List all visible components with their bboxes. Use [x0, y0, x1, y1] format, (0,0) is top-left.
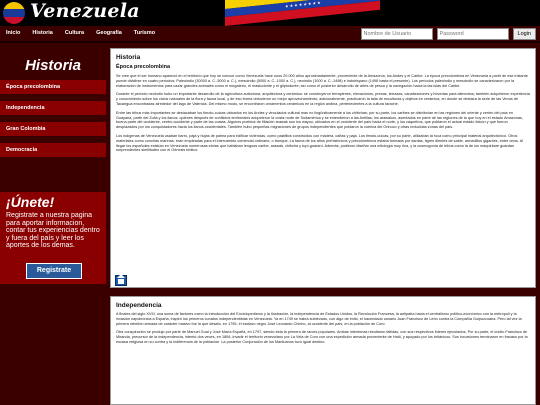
sidebar-item-democracia[interactable]: Democracia	[0, 143, 106, 158]
sidebar-header: Historia	[0, 54, 106, 78]
flag-stars-icon: ★★★★★★★★	[285, 0, 322, 9]
username-input[interactable]	[361, 28, 433, 40]
site-header	[0, 0, 540, 26]
home-icon[interactable]	[115, 275, 127, 286]
nav-divider	[0, 41, 540, 43]
main-nav	[0, 28, 161, 40]
paragraph: Durante el período neoindio hubo un importante desarrollo de la agricultura autóctona, arquitectura y cerámica: se construyeron terraplenes, elevaciones, presas, terrazas, canalizaciones y bóvedas para alimentos; también adquirieron experiencia y conocimiento sobre los ciclos naturales de la flora y fauna local, y de eso forma obtuvieron un mejor aprovechamiento; adicionalmente, practicaron la talla de esculturas y objetos en cerámica, en donde se destaca la serie de las Venus de Tacarigua encontradas alrededor del lago de Valencia. Del mismo modo, se encontraron ornamentos cerámicos en la región andina, pertenecientes a la cultura tarache.	[116, 92, 530, 106]
nav-historia[interactable]: Historia	[32, 30, 53, 36]
sidebar-item-gran-colombia[interactable]: Gran Colombia	[0, 122, 106, 137]
register-title: ¡Únete!	[6, 194, 55, 210]
independencia-panel	[110, 296, 536, 405]
venezuela-emblem-icon	[3, 2, 25, 24]
paragraph: Se cree que el ser humano apareció en el territorio que hoy se conoce como Venezuela hace unos 20.000 años aproximadamente, proveniente de la Amazonía, los Andes y el Caribe. La época precolombina en Venezuela a partir de ese instante puede dividirse en cuatro períodos: Paleoindio (30000 a. C.-5000 a. C.), mesoindio (5000 a. C.-1000 a. C.), neoindio (1000 a. C.-1498) e indohispano (1498 hasta el presente). Los períodos paleoindio y mesoindio se caracterizaron por la elaboración de instrumentos para cazar grandes animales como el megaterio, el mastodonte y el gliptodonte; así como el posterior desarrollo de artes de pesca y la navegación hacia la las islas del Caribe.	[116, 74, 528, 88]
sidebar	[0, 44, 106, 405]
paragraph: Entre las tribus más importantes se destacaban los timoto-cuicas ubicados en los Andes y vinculados cultural mas no lingüísticamente a los chibchas; por su parte, los caribes se distribuían en las regiones del oriente y centro del país en Guayana, parte del Zulia y los llanos, quienes después de conflictos territoriales adquirieron la costa norte de Sudamérica y se extendieron a las Antillas; los arawakos, asentados en parte de las regiones de la que hoy en el estado Amazonas, buena parte del occidente, centro occidente y parte de las costas. Algunos pueblos de filiación arawak son los wayuu, ubicados en el occidente del país hacia el norte, y los caquetíos, que poblaron el actual estado falcón y que fueron desplazados por los conquistadores hacia los llanos occidentales. También hubo pequeñas migraciones de grupos independientes que poblaron la cuenca del Orinoco y otras reducidas zonas del país.	[116, 110, 523, 130]
login-form	[361, 28, 536, 40]
site-title[interactable]: Venezuela	[30, 0, 140, 22]
register-button[interactable]: Registrate	[26, 263, 82, 279]
historia-panel	[110, 48, 536, 288]
nav-inicio[interactable]: Inicio	[6, 30, 21, 36]
section-subtitle: Época precolombina	[116, 64, 171, 70]
password-input[interactable]	[437, 28, 509, 40]
login-button[interactable]: Login	[513, 28, 536, 40]
register-promo	[0, 192, 106, 284]
page-title: Historia	[116, 54, 141, 61]
nav-turismo[interactable]: Turismo	[133, 30, 156, 36]
section-title: Independencia	[116, 302, 162, 309]
flag-banner	[225, 0, 380, 26]
sidebar-item-independencia[interactable]: Independencia	[0, 101, 106, 116]
sidebar-item-epoca-precolombina[interactable]: Época precolombina	[0, 80, 106, 95]
main-content	[110, 48, 536, 405]
register-text: Registrate a nuestra pagina para aportar informacion, contar tus experiencias dentro y fuera del país y leer los aportes de los demas.	[6, 212, 100, 249]
sidebar-menu	[0, 80, 106, 158]
nav-geografia[interactable]: Geografía	[96, 30, 122, 36]
paragraph: Los indígenas de Venezuela usaban barro, paja y hojas de palma para edificar viviendas, como palafitos construidos con madera, cañas y paja. Los timoto-cuicas, por su parte, utilizaban la roca como principal material arquitectónico. Otros materiales como conchas marinas, eran empleadas para el intercambio comercial ordinario, o trueque. La fauna de los años prehistóricos y precolombinos estaba formada por dantas, tigres dientes de sable, armadillos gigantes, entre otros. Al llegar los españoles existían en Venezuela numerosas etnias que hablaban lenguas caribe, arawak, chibcha y tupí-guaraní. Además, pudieron diseñar una mitología muy rica, y la cosmogonía de tribus como la de los maquiritare guardan sorprendentes similitudes con el Génesis bíblico.	[116, 133, 524, 153]
nav-cultura[interactable]: Cultura	[64, 30, 85, 36]
paragraph: A finales del siglo XVIII, una suma de factores como la introducción del Enciclopedismo y la Ilustración, la independencia de Estados Unidos, la Revolución Francesa, la antipatía hacia el centralismo político-económico con la metrópoli y la invasión napoleónica a España, inspiró los primeros conatos independentistas en Venezuela. Ya en 1749 se había sublevado, con algo de éxito, el hacendado canario Juan Francisco de León contra la Compañía Guipuzcoana. Pero tal vez la primera rebelión armada de carácter masivo fue la que desató, en 1795, el esclavo negro José Leonardo Chirino, al occidente del país, en la población de Coro.	[116, 312, 522, 326]
paragraph: Otra conspiración se produjo por parte de Manuel Gual y José María España, en 1797, siendo ésta la primera de raíces populares. Ambas intentonas resultaron fallidas, con sus respectivos líderes ejecutados. Por su parte, el criollo Francisco de Miranda, precursor de la independencia, intentó dos veces, en 1806, invadir el territorio venezolano por La Vela de Coro con una expedición armada proveniente de Haití, y apoyado por los británicos. Sus incursiones terminaron en fracaso por la escasa religiosa en su contra y la indiferencia de la población. La posterior Conjuración de los Mantuanos tuvo igual destino.	[116, 330, 528, 344]
